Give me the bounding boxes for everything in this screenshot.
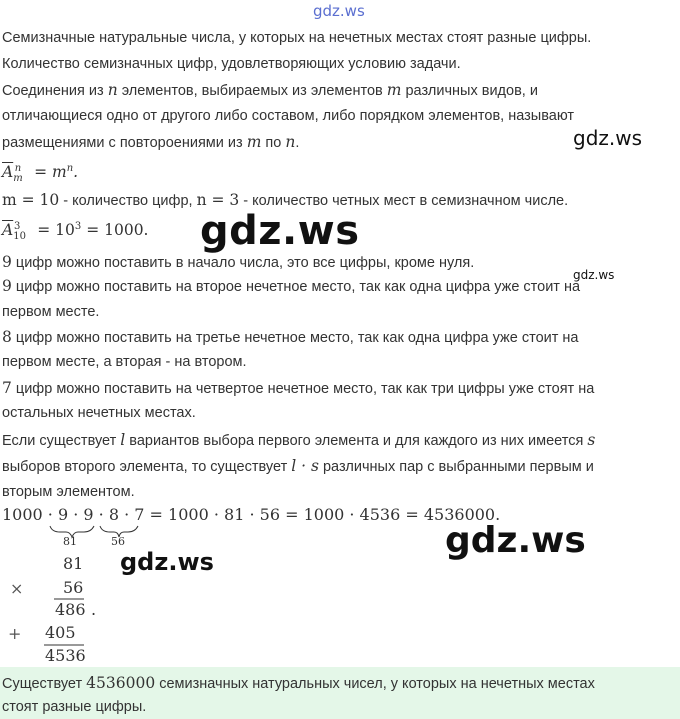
formula-a10: $\overline{A}_{10}^3 = 10^3 = 1000$. — [2, 220, 149, 243]
watermark-3: gdz.ws — [573, 268, 615, 282]
answer-number: 4536000 — [86, 674, 156, 692]
product-equation: 1000 · 9 · 9 · 8 · 7 = 1000 · 81 · 56 = 1000 · 4536 = 4536000. — [2, 505, 501, 524]
math-m-eq: m = 10 — [2, 191, 60, 209]
watermark-2: gdz.ws — [200, 208, 360, 254]
text-segment: выборов второго элемента, то существует — [2, 459, 292, 475]
text-segment: - количество четных мест в семизначном числе. — [239, 193, 569, 209]
text-segment: различных пар с выбранными первым и — [318, 459, 594, 475]
text-segment: различных видов, и — [401, 83, 538, 99]
math-9: 9 — [2, 277, 12, 295]
text-segment: цифр можно поставить на второе нечетное место, так как одна цифра уже стоит на — [11, 279, 581, 295]
mul-partial-2: 405 — [45, 623, 76, 642]
math-n-eq: n = 3 — [196, 191, 240, 209]
text-segment: . — [295, 135, 300, 151]
brace-label-81: 81 — [63, 535, 77, 548]
text-segment: Соединения из — [2, 83, 108, 99]
mul-partial-1: 486 — [55, 600, 86, 619]
text-segment: Если существует — [2, 433, 121, 449]
math-s: s — [587, 431, 596, 449]
text-segment: Существует — [2, 676, 87, 692]
text-line-2: Количество семизначных цифр, удовлетворяющих условию задачи. — [2, 56, 461, 72]
mul-dot: . — [91, 600, 97, 619]
watermark-1: gdz.ws — [573, 126, 643, 150]
math-l: l — [120, 431, 126, 449]
formula-placement: $\overline{A}_m^n = m^n$. — [2, 162, 79, 185]
text-segment: по — [261, 135, 286, 151]
watermark-5: gdz.ws — [120, 548, 214, 576]
math-m: m — [246, 133, 262, 151]
answer-line-1 — [2, 673, 595, 694]
answer-block — [0, 667, 680, 719]
math-7: 7 — [2, 379, 12, 397]
mul-operand-2: 56 — [63, 578, 84, 597]
text-segment: цифр можно поставить на третье нечетное место, так как одна цифра уже стоит на — [11, 330, 579, 346]
mul-sign: × — [10, 579, 24, 598]
text-line-1: Семизначные натуральные числа, у которых на нечетных местах стоят разные цифры. — [2, 30, 592, 46]
text-segment: семизначных натуральных чисел, у которых на нечетных местах — [155, 676, 595, 692]
text-segment: вариантов выбора первого элемента и для каждого из них имеется — [125, 433, 588, 449]
mul-result: 4536 — [45, 646, 86, 665]
watermark-top[interactable]: gdz.ws — [313, 2, 365, 20]
text-segment: размещениями с повтороениями из — [2, 135, 247, 151]
math-n: n — [285, 133, 296, 151]
math-m: m — [386, 81, 402, 99]
text-line-18: вторым элементом. — [2, 484, 135, 500]
text-segment: элементов, выбираемых из элементов — [117, 83, 387, 99]
text-segment: цифр можно поставить в начало числа, это все цифры, кроме нуля. — [11, 255, 475, 271]
brace-label-56: 56 — [111, 535, 125, 548]
text-line-4: отличающиеся одно от другого либо составом, либо порядком элементов, называют — [2, 108, 575, 124]
answer-line-2: стоят разные цифры. — [2, 699, 147, 715]
math-l-dot-s: l · s — [291, 457, 319, 475]
text-line-11: первом месте. — [2, 304, 100, 320]
text-line-13: первом месте, а вторая - на втором. — [2, 354, 247, 370]
mul-operand-1: 81 — [63, 554, 84, 573]
text-segment: цифр можно поставить на четвертое нечетное место, так как три цифры уже стоят на — [11, 381, 595, 397]
watermark-4: gdz.ws — [445, 520, 586, 561]
math-9: 9 — [2, 253, 12, 271]
math-n: n — [107, 81, 118, 99]
text-segment: - количество цифр, — [59, 193, 197, 209]
plus-sign: + — [8, 624, 22, 643]
math-8: 8 — [2, 328, 12, 346]
text-line-15: остальных нечетных местах. — [2, 405, 196, 421]
